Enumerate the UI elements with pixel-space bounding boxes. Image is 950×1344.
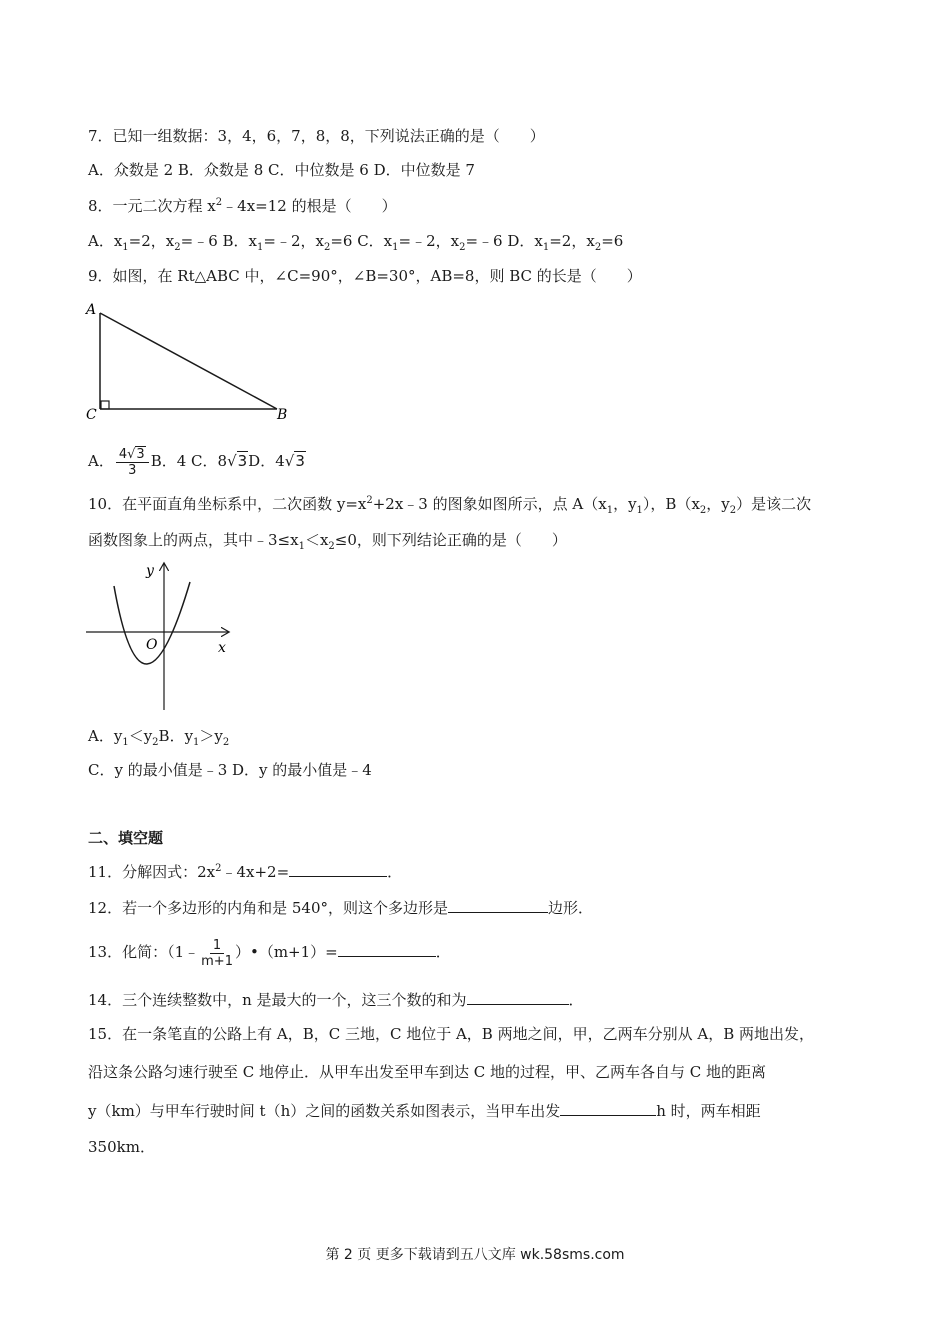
subscript: 2 — [459, 242, 466, 253]
fraction-denominator: 3 — [128, 462, 137, 478]
text: 函数图象上的两点，其中﹣3≤x — [88, 531, 299, 549]
text: ，y — [613, 495, 637, 513]
text: ）•（m+1）= — [234, 943, 338, 961]
question-10-line-2 — [88, 530, 567, 550]
text: ，y — [706, 495, 730, 513]
exponent: 2 — [215, 863, 222, 874]
parabola-graph — [86, 560, 234, 712]
text: B．y — [158, 727, 194, 745]
text: =﹣6 B．x — [180, 232, 257, 250]
fraction — [201, 938, 233, 969]
radicand: 3 — [295, 452, 305, 470]
question-11 — [88, 861, 402, 882]
subscript: 2 — [594, 242, 602, 253]
question-12 — [88, 897, 593, 918]
subscript: 1 — [392, 242, 399, 253]
q9-option-d-sqrt: √3 — [284, 452, 305, 470]
text: 12．若一个多边形的内角和是 540°，则这个多边形是 — [88, 899, 448, 917]
text: 11．分解因式：2x — [88, 863, 216, 881]
radicand: 3 — [237, 452, 248, 470]
exponent: 2 — [366, 495, 373, 506]
subscript: 2 — [729, 505, 737, 516]
text: =2，x — [549, 232, 595, 250]
question-7-stem: 7．已知一组数据：3，4，6，7，8，8，下列说法正确的是（ ） — [88, 127, 545, 145]
question-10-options-ab — [88, 726, 229, 746]
q8-exponent: 2 — [215, 197, 223, 208]
subscript: 2 — [152, 737, 159, 748]
q9-option-a-fraction — [116, 447, 149, 478]
text: +2x﹣3 的图象如图所示，点 A（x — [372, 495, 607, 513]
q9-option-a-label: A． — [88, 452, 114, 470]
subscript: 2 — [222, 737, 230, 748]
page-footer: 第 2 页 更多下载请到五八文库 wk.58sms.com — [325, 1247, 625, 1263]
subscript: 2 — [323, 242, 331, 253]
text: y（km）与甲车行驶时间 t（h）之间的函数关系如图表示，当甲车出发 — [88, 1102, 561, 1120]
question-9-options — [88, 444, 306, 478]
vertex-label-a: A — [86, 302, 97, 318]
question-8-options — [88, 231, 623, 251]
text: =﹣2，x — [263, 232, 324, 250]
question-14 — [88, 989, 584, 1010]
section-heading: 二、填空题 — [88, 829, 164, 847]
subscript: 2 — [328, 541, 335, 552]
question-15-line-4: 350km． — [88, 1138, 155, 1156]
question-15-line-1: 15．在一条笔直的公路上有 A，B，C 三地，C 地位于 A，B 两地之间，甲，乙两车分别从 A，B 两地出发， — [88, 1025, 814, 1043]
subscript: 2 — [174, 242, 181, 253]
text: ≤0，则下列结论正确的是（ ） — [334, 531, 567, 549]
text: A．x — [88, 232, 123, 250]
question-10-line-1 — [88, 494, 811, 514]
text: ． — [568, 991, 584, 1009]
text: ），B（x — [642, 495, 700, 513]
vertex-label-b: B — [277, 407, 288, 423]
text: h 时，两车相距 — [656, 1102, 761, 1120]
answer-blank[interactable] — [289, 861, 387, 877]
text: ）是该二次 — [736, 495, 812, 513]
text: =﹣6 D．x — [465, 232, 543, 250]
subscript: 1 — [257, 242, 264, 253]
right-angle-mark — [101, 401, 109, 409]
y-axis-label: y — [146, 563, 154, 579]
origin-label: O — [146, 637, 158, 653]
q8-stem-part: ﹣4x=12 的根是（ ） — [222, 197, 397, 215]
question-15-line-2: 沿这条公路匀速行驶至 C 地停止．从甲车出发至甲车到达 C 地的过程，甲、乙两车各自与 C 地的距离 — [88, 1063, 767, 1081]
text: ﹣4x+2= — [221, 863, 290, 881]
text: 10．在平面直角坐标系中，二次函数 y=x — [88, 495, 367, 513]
subscript: 1 — [193, 737, 200, 748]
triangle-figure — [84, 296, 294, 426]
text: ＜x — [304, 531, 329, 549]
subscript: 1 — [122, 242, 129, 253]
q9-option-d: D．4 — [248, 452, 285, 470]
text: A．y — [88, 727, 123, 745]
text: =6 — [601, 232, 624, 250]
subscript: 1 — [542, 242, 550, 253]
vertex-label-c: C — [86, 407, 97, 423]
q9-options-bc: B．4 C．8 — [150, 452, 228, 470]
answer-blank[interactable] — [560, 1100, 656, 1116]
subscript: 1 — [122, 737, 129, 748]
fraction-denominator: m+1 — [201, 953, 233, 969]
text: 13．化简：（1﹣ — [88, 943, 200, 961]
fraction-numerator: 1 — [210, 938, 224, 954]
numerator-coefficient: 4 — [118, 446, 128, 462]
answer-blank[interactable] — [338, 941, 436, 957]
answer-blank[interactable] — [448, 897, 548, 913]
question-15-line-3 — [88, 1100, 761, 1121]
question-13 — [88, 932, 451, 972]
subscript: 1 — [298, 541, 305, 552]
subscript: 2 — [699, 505, 707, 516]
subscript: 1 — [636, 505, 643, 516]
x-axis-label: x — [218, 640, 226, 656]
text: 边形． — [548, 899, 594, 917]
radicand: 3 — [136, 446, 145, 462]
question-10-options-cd: C．y 的最小值是﹣3 D．y 的最小值是﹣4 — [88, 761, 372, 779]
question-7-options: A．众数是 2 B．众数是 8 C．中位数是 6 D．中位数是 7 — [88, 161, 475, 179]
text: ． — [387, 863, 403, 881]
subscript: 1 — [606, 505, 614, 516]
side-ab — [100, 313, 277, 409]
text: =﹣2，x — [398, 232, 460, 250]
text: =6 C．x — [330, 232, 393, 250]
sqrt: √3 — [127, 446, 145, 462]
question-8-stem — [88, 196, 397, 216]
text: 14．三个连续整数中，n 是最大的一个，这三个数的和为 — [88, 991, 467, 1009]
answer-blank[interactable] — [467, 989, 569, 1005]
text: ＜y — [128, 727, 153, 745]
q9-option-c-sqrt: √3 — [227, 452, 248, 470]
fraction-numerator — [116, 447, 149, 463]
text: ． — [435, 943, 451, 961]
text: ＞y — [199, 727, 223, 745]
question-9-stem: 9．如图，在 Rt△ABC 中，∠C=90°，∠B=30°，AB=8，则 BC 的长是（ ） — [88, 267, 642, 285]
q8-stem-part: 8．一元二次方程 x — [88, 197, 216, 215]
text: =2，x — [128, 232, 175, 250]
